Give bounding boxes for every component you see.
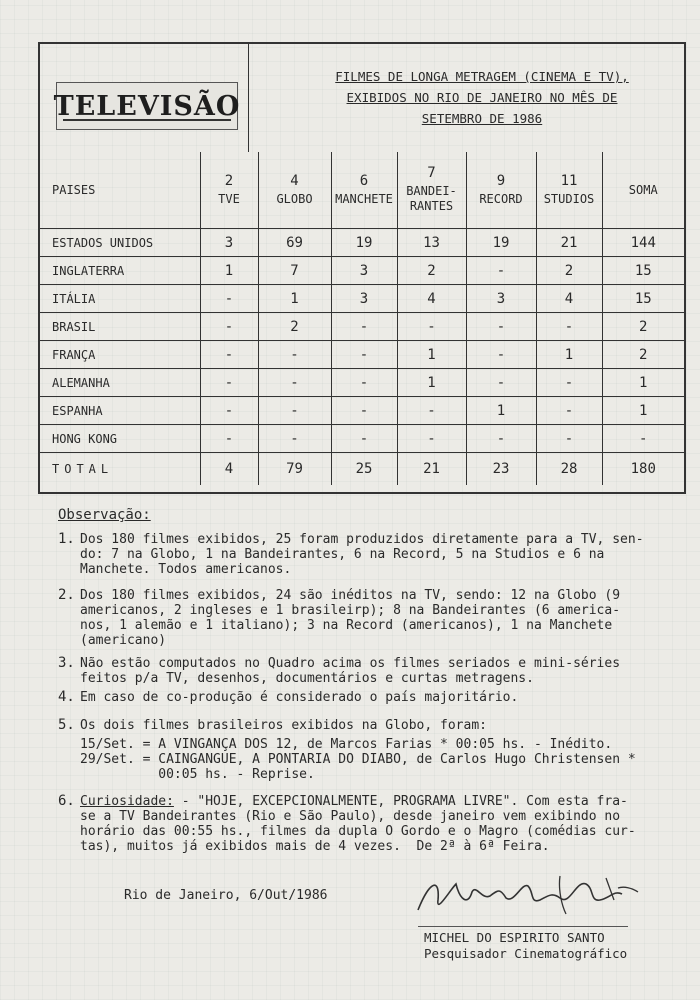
table-title (292, 66, 672, 129)
value-cell: 1 (397, 369, 466, 397)
signatory-name: MICHEL DO ESPIRITO SANTO (424, 930, 605, 945)
value-cell: - (200, 425, 258, 453)
value-cell: - (258, 425, 331, 453)
table-row (40, 257, 684, 285)
value-cell: 4 (536, 285, 602, 313)
note-number: 3. (58, 655, 75, 671)
curiosidade-label: Curiosidade: (80, 794, 174, 809)
value-cell: 1 (602, 397, 684, 425)
value-cell: - (397, 425, 466, 453)
note-line: Não estão computados no Quadro acima os filmes seriados e mini-séries (80, 656, 621, 671)
country-cell: ESTADOS UNIDOS (40, 229, 200, 257)
title-line-1: FILMES DE LONGA METRAGEM (CINEMA E TV), (335, 69, 629, 84)
note-6 (58, 794, 680, 854)
value-cell: 2 (536, 257, 602, 285)
value-cell: 1 (536, 341, 602, 369)
table-row (40, 313, 684, 341)
value-cell: - (258, 341, 331, 369)
value-cell: 1 (397, 341, 466, 369)
note-number: 6. (58, 793, 75, 809)
value-cell: 4 (397, 285, 466, 313)
total-value-cell: 79 (258, 453, 331, 486)
value-cell: - (258, 369, 331, 397)
value-cell: 2 (602, 313, 684, 341)
col-header-paises: PAISES (40, 152, 200, 229)
value-cell: 15 (602, 257, 684, 285)
col-header-globo: 4 GLOBO (258, 152, 331, 229)
value-cell: 1 (258, 285, 331, 313)
value-cell: - (466, 369, 536, 397)
note-line: 15/Set. = A VINGANÇA DOS 12, de Marcos Farias * 00:05 hs. - Inédito. (80, 737, 613, 752)
total-row (40, 453, 684, 486)
value-cell: - (397, 313, 466, 341)
value-cell: - (466, 313, 536, 341)
note-line: 29/Set. = CAINGANGUE, A PONTARIA DO DIABO, de Carlos Hugo Christensen * (80, 752, 636, 767)
table-row (40, 369, 684, 397)
signature-line (418, 926, 628, 927)
value-cell: - (200, 341, 258, 369)
note-line: (americano) (80, 633, 167, 648)
note-line: Os dois filmes brasileiros exibidos na Globo, foram: (80, 718, 487, 733)
value-cell: 19 (466, 229, 536, 257)
note-5 (58, 718, 680, 782)
country-cell: ITÁLIA (40, 285, 200, 313)
handwritten-signature (410, 870, 670, 920)
note-line: horário das 00:55 hs., filmes da dupla O Gordo e o Magro (comédias cur- (80, 824, 636, 839)
header-divider-vertical (248, 44, 249, 152)
note-line: tas), muitos já exibidos mais de 4 vezes. De 2ª à 6ª Feira. (80, 839, 550, 854)
note-line: Manchete. Todos americanos. (80, 562, 292, 577)
note-line: 00:05 hs. - Reprise. (80, 767, 315, 782)
value-cell: - (331, 397, 397, 425)
col-header-tve: 2 TVE (200, 152, 258, 229)
total-value-cell: 25 (331, 453, 397, 486)
note-line: Dos 180 filmes exibidos, 25 foram produzidos diretamente para a TV, sen- (80, 532, 644, 547)
value-cell: - (466, 425, 536, 453)
signatory (424, 930, 627, 962)
note-line: se a TV Bandeirantes (Rio e São Paulo), desde janeiro vem exibindo no (80, 809, 621, 824)
column-header-row (40, 152, 684, 229)
value-cell: 13 (397, 229, 466, 257)
value-cell: 2 (397, 257, 466, 285)
country-cell: INGLATERRA (40, 257, 200, 285)
value-cell: - (331, 313, 397, 341)
value-cell: - (331, 341, 397, 369)
note-3 (58, 656, 680, 686)
table-row (40, 397, 684, 425)
note-line: Em caso de co-produção é considerado o país majoritário. (80, 690, 519, 705)
value-cell: 3 (331, 257, 397, 285)
value-cell: - (602, 425, 684, 453)
value-cell: 1 (200, 257, 258, 285)
table-row (40, 425, 684, 453)
value-cell: - (200, 397, 258, 425)
country-cell: BRASIL (40, 313, 200, 341)
col-header-record: 9 RECORD (466, 152, 536, 229)
value-cell: 15 (602, 285, 684, 313)
value-cell: - (536, 397, 602, 425)
note-number: 5. (58, 717, 75, 733)
observacao-heading: Observação: (58, 507, 151, 523)
value-cell: 1 (602, 369, 684, 397)
value-cell: 19 (331, 229, 397, 257)
total-value-cell: 23 (466, 453, 536, 486)
place-date: Rio de Janeiro, 6/Out/1986 (124, 888, 328, 903)
value-cell: - (200, 285, 258, 313)
value-cell: 2 (602, 341, 684, 369)
table-row (40, 229, 684, 257)
col-header-soma: SOMA (602, 152, 684, 229)
note-2 (58, 588, 680, 648)
value-cell: - (331, 425, 397, 453)
value-cell: 2 (258, 313, 331, 341)
note-line: do: 7 na Globo, 1 na Bandeirantes, 6 na Record, 5 na Studios e 6 na (80, 547, 605, 562)
note-number: 4. (58, 689, 75, 705)
signatory-role: Pesquisador Cinematográfico (424, 946, 628, 961)
title-line-3: SETEMBRO DE 1986 (421, 111, 543, 126)
value-cell: - (331, 369, 397, 397)
table-row (40, 341, 684, 369)
note-line: Curiosidade: - "HOJE, EXCEPCIONALMENTE, PROGRAMA LIVRE". Com esta fra- (80, 794, 628, 809)
country-cell: FRANÇA (40, 341, 200, 369)
value-cell: 7 (258, 257, 331, 285)
value-cell: - (200, 313, 258, 341)
note-1 (58, 532, 680, 577)
value-cell: - (258, 397, 331, 425)
note-line: nos, 1 alemão e 1 italiano); 3 na Record (americanos), 1 na Manchete (80, 618, 613, 633)
value-cell: - (536, 313, 602, 341)
value-cell: 69 (258, 229, 331, 257)
films-table-frame (38, 42, 686, 494)
value-cell: 3 (466, 285, 536, 313)
col-header-manchete: 6 MANCHETE (331, 152, 397, 229)
note-line: americanos, 2 ingleses e 1 brasileirp); 8 na Bandeirantes (6 america- (80, 603, 621, 618)
total-value-cell: 180 (602, 453, 684, 486)
note-4 (58, 690, 680, 705)
films-table (40, 152, 684, 485)
televisao-logo (53, 82, 241, 130)
value-cell: 144 (602, 229, 684, 257)
value-cell: - (466, 257, 536, 285)
note-number: 1. (58, 531, 75, 547)
value-cell: 3 (200, 229, 258, 257)
value-cell: - (200, 369, 258, 397)
value-cell: - (397, 397, 466, 425)
value-cell: 1 (466, 397, 536, 425)
col-header-studios: 11 STUDIOS (536, 152, 602, 229)
col-header-bandeirantes: 7 BANDEI- RANTES (397, 152, 466, 229)
country-cell: ESPANHA (40, 397, 200, 425)
country-cell: ALEMANHA (40, 369, 200, 397)
note-line: Dos 180 filmes exibidos, 24 são inéditos na TV, sendo: 12 na Globo (9 (80, 588, 621, 603)
total-label: TOTAL (40, 453, 200, 486)
total-value-cell: 4 (200, 453, 258, 486)
note-number: 2. (58, 587, 75, 603)
value-cell: 21 (536, 229, 602, 257)
total-value-cell: 28 (536, 453, 602, 486)
table-row (40, 285, 684, 313)
value-cell: - (536, 425, 602, 453)
value-cell: - (466, 341, 536, 369)
value-cell: - (536, 369, 602, 397)
logo-text: TELEVISÃO (53, 90, 241, 122)
value-cell: 3 (331, 285, 397, 313)
note-line: feitos p/a TV, desenhos, documentários e curtas metragens. (80, 671, 534, 686)
title-line-2: EXIBIDOS NO RIO DE JANEIRO NO MÊS DE (346, 90, 618, 105)
country-cell: HONG KONG (40, 425, 200, 453)
total-value-cell: 21 (397, 453, 466, 486)
